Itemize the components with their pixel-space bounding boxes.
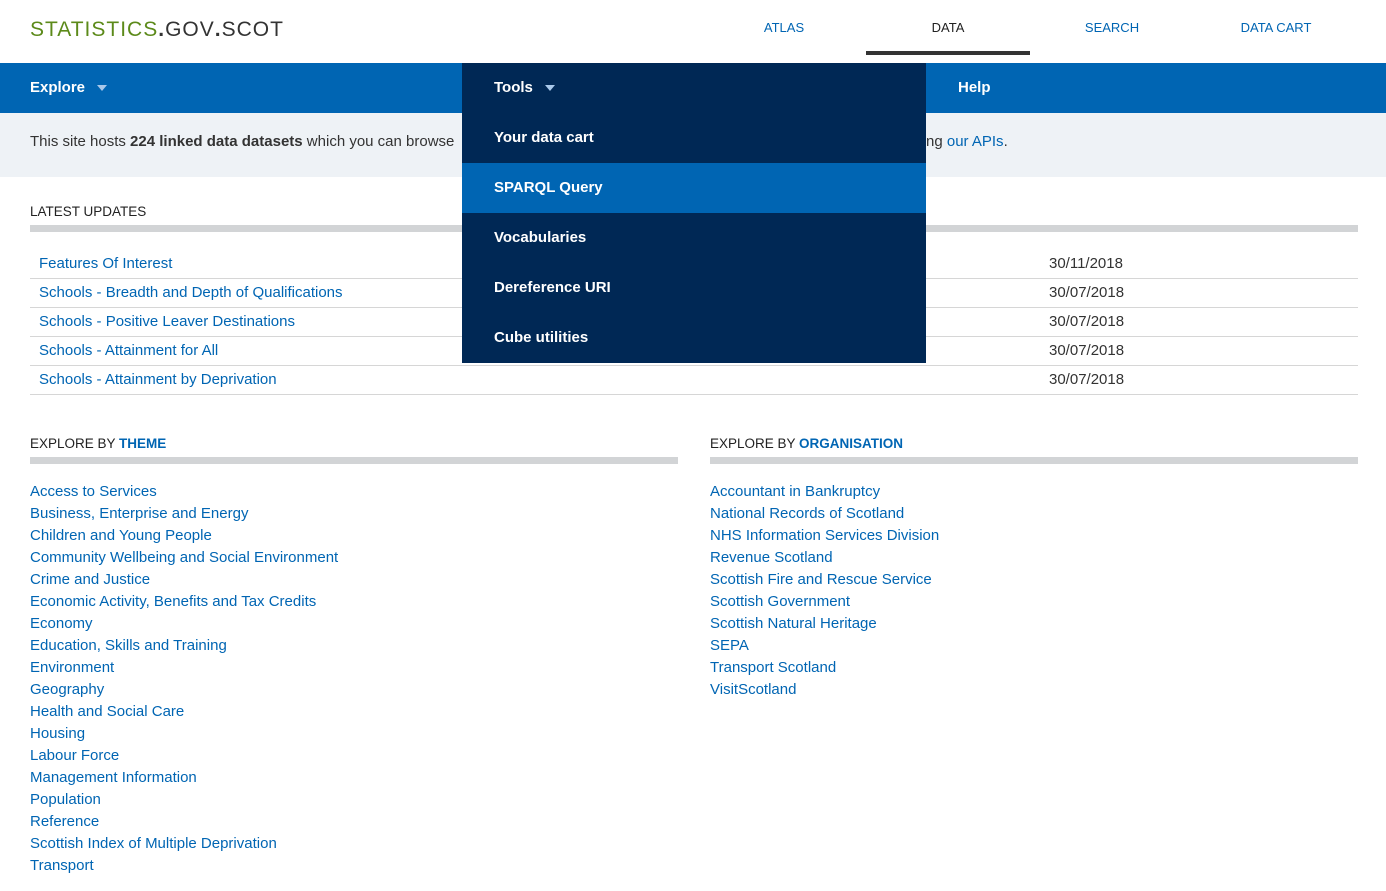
- organisation-link-item[interactable]: SEPA: [710, 637, 749, 654]
- list-item: [30, 547, 338, 569]
- theme-link-item[interactable]: Management Information: [30, 769, 197, 786]
- list-item: [30, 591, 338, 613]
- theme-link-item[interactable]: Economic Activity, Benefits and Tax Credits: [30, 593, 317, 610]
- organisation-link-item[interactable]: National Records of Scotland: [710, 505, 905, 522]
- organisation-link-item[interactable]: Scottish Fire and Rescue Service: [710, 571, 932, 588]
- list-item: [30, 833, 338, 855]
- theme-list: [30, 481, 338, 877]
- dataset-link[interactable]: Schools - Attainment for All: [39, 342, 219, 359]
- menu-help-label: Help: [958, 79, 991, 96]
- caret-down-icon: [97, 85, 107, 91]
- updated-date: 30/11/2018: [1049, 255, 1123, 272]
- list-item: [710, 657, 939, 679]
- section-divider: [710, 457, 1358, 464]
- list-item: [30, 635, 338, 657]
- menu-explore[interactable]: [30, 63, 107, 113]
- nav-data[interactable]: DATA: [866, 0, 1030, 55]
- organisation-link-item[interactable]: VisitScotland: [710, 681, 797, 698]
- organisation-link-item[interactable]: NHS Information Services Division: [710, 527, 940, 544]
- dropdown-item-sparql-query[interactable]: SPARQL Query: [462, 163, 926, 213]
- list-item: [30, 679, 338, 701]
- menu-help[interactable]: [958, 63, 991, 113]
- site-logo[interactable]: [30, 18, 284, 42]
- theme-link-item[interactable]: Housing: [30, 725, 86, 742]
- theme-link-item[interactable]: Education, Skills and Training: [30, 637, 227, 654]
- list-item: [30, 745, 338, 767]
- organisation-list: [710, 481, 939, 701]
- theme-link-item[interactable]: Scottish Index of Multiple Deprivation: [30, 835, 277, 852]
- list-item: [710, 525, 939, 547]
- dataset-link[interactable]: Features Of Interest: [39, 255, 173, 272]
- list-item: [30, 657, 338, 679]
- list-item: [710, 591, 939, 613]
- explore-theme-heading: EXPLORE BY THEME: [30, 436, 167, 451]
- organisation-link[interactable]: ORGANISATION: [799, 436, 904, 451]
- nav-data-cart[interactable]: DATA CART: [1240, 20, 1312, 35]
- list-item: [30, 701, 338, 723]
- list-item: [710, 635, 939, 657]
- organisation-link-item[interactable]: Accountant in Bankruptcy: [710, 483, 881, 500]
- list-item: [30, 569, 338, 591]
- logo-dot: .: [214, 18, 222, 41]
- list-item: [710, 679, 939, 701]
- logo-part-statistics: STATISTICS: [30, 18, 159, 41]
- dataset-count: 224 linked data datasets: [130, 133, 303, 150]
- nav-search[interactable]: SEARCH: [1084, 20, 1140, 35]
- list-item: [710, 547, 939, 569]
- theme-link[interactable]: THEME: [119, 436, 167, 451]
- list-item: [30, 481, 338, 503]
- nav-atlas[interactable]: ATLAS: [763, 20, 805, 35]
- theme-link-item[interactable]: Environment: [30, 659, 115, 676]
- intro-text: This site hosts 224 linked data datasets which you can browse: [30, 133, 455, 150]
- theme-link-item[interactable]: Health and Social Care: [30, 703, 185, 720]
- updated-date: 30/07/2018: [1049, 284, 1125, 301]
- explore-org-heading: EXPLORE BY ORGANISATION: [710, 436, 904, 451]
- logo-part-scot: SCOT: [221, 18, 284, 41]
- menu-tools-label: Tools: [494, 79, 533, 96]
- dataset-link[interactable]: Schools - Positive Leaver Destinations: [39, 313, 295, 330]
- caret-down-icon: [545, 85, 555, 91]
- theme-link-item[interactable]: Community Wellbeing and Social Environment: [30, 549, 339, 566]
- menu-explore-label: Explore: [30, 79, 86, 96]
- theme-link-item[interactable]: Geography: [30, 681, 105, 698]
- site-header: [0, 0, 1386, 63]
- list-item: [710, 613, 939, 635]
- list-item: [30, 525, 338, 547]
- dropdown-item-cube-utilities[interactable]: Cube utilities: [494, 329, 589, 346]
- organisation-link-item[interactable]: Scottish Natural Heritage: [710, 615, 877, 632]
- list-item: [30, 723, 338, 745]
- organisation-link-item[interactable]: Scottish Government: [710, 593, 851, 610]
- dropdown-item-vocabularies[interactable]: Vocabularies: [494, 229, 587, 246]
- logo-dot: .: [158, 18, 166, 41]
- theme-link-item[interactable]: Crime and Justice: [30, 571, 151, 588]
- section-divider: [30, 457, 678, 464]
- list-item: [30, 767, 338, 789]
- updated-date: 30/07/2018: [1049, 371, 1125, 388]
- intro-text-tail: ng our APIs.: [926, 133, 1008, 150]
- dataset-link[interactable]: Schools - Breadth and Depth of Qualifications: [39, 284, 343, 301]
- tools-dropdown: [462, 63, 926, 363]
- latest-updates-heading: LATEST UPDATES: [30, 204, 147, 219]
- theme-link-item[interactable]: Population: [30, 791, 101, 808]
- theme-link-item[interactable]: Children and Young People: [30, 527, 212, 544]
- organisation-link-item[interactable]: Transport Scotland: [710, 659, 837, 676]
- dropdown-item-data-cart[interactable]: Your data cart: [494, 129, 594, 146]
- updated-date: 30/07/2018: [1049, 313, 1125, 330]
- our-apis-link[interactable]: our APIs: [946, 133, 1004, 150]
- list-item: [710, 503, 939, 525]
- table-row: [30, 365, 1358, 395]
- list-item: [710, 481, 939, 503]
- theme-link-item[interactable]: Reference: [30, 813, 100, 830]
- list-item: [30, 811, 338, 833]
- theme-link-item[interactable]: Transport: [30, 857, 94, 874]
- list-item: [30, 789, 338, 811]
- dataset-link[interactable]: Schools - Attainment by Deprivation: [39, 371, 277, 388]
- updated-date: 30/07/2018: [1049, 342, 1125, 359]
- theme-link-item[interactable]: Access to Services: [30, 483, 157, 500]
- organisation-link-item[interactable]: Revenue Scotland: [710, 549, 833, 566]
- list-item: [30, 613, 338, 635]
- dropdown-item-dereference-uri[interactable]: Dereference URI: [494, 279, 611, 296]
- theme-link-item[interactable]: Labour Force: [30, 747, 120, 764]
- list-item: [710, 569, 939, 591]
- theme-link-item[interactable]: Economy: [30, 615, 93, 632]
- list-item: [30, 855, 338, 877]
- logo-part-gov: GOV: [165, 18, 215, 41]
- menu-tools[interactable]: [462, 63, 926, 113]
- list-item: [30, 503, 338, 525]
- theme-link-item[interactable]: Business, Enterprise and Energy: [30, 505, 249, 522]
